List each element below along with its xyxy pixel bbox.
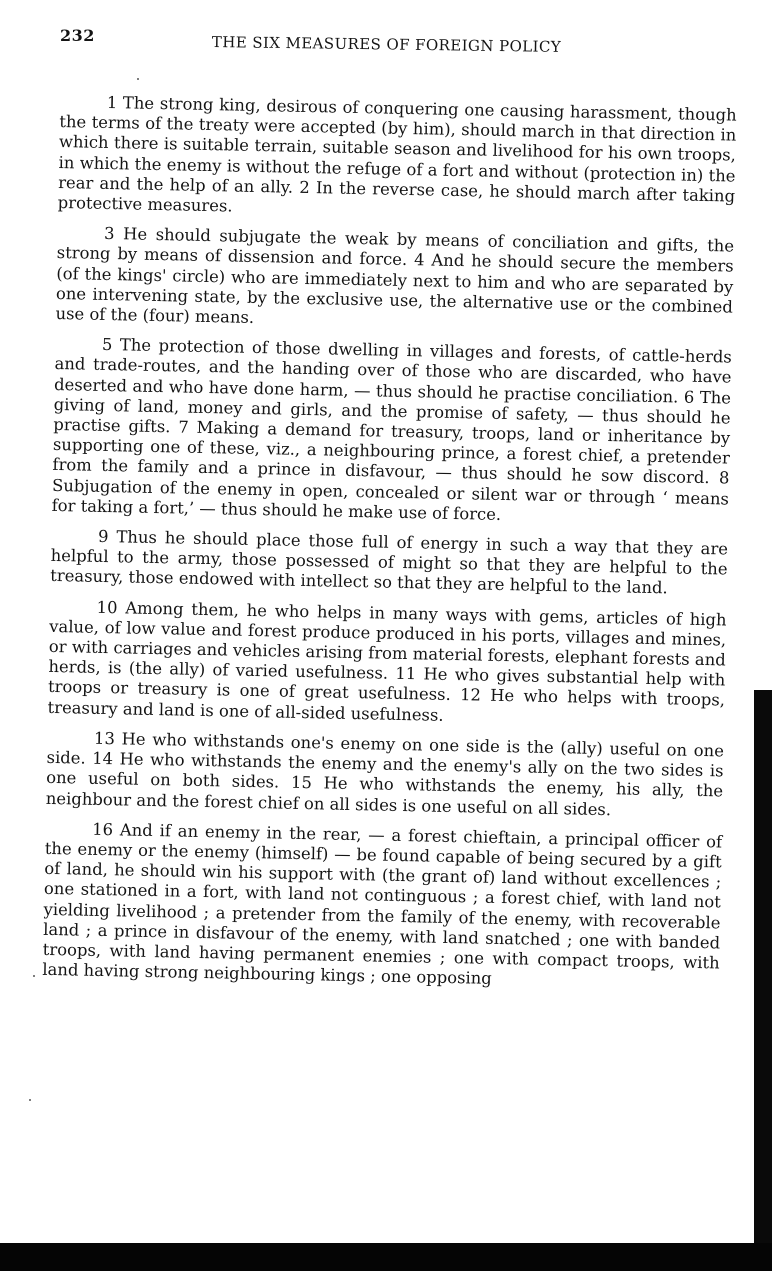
page-number: 232 [60, 26, 95, 45]
paragraph-13: 13 He who withstands one's enemy on one side is the (ally) useful on one side. 14 He who withstands the enemy and the enemy's ally on the two sides is one useful on both sides. 15 He who withstands the enemy, his ally, the neighbour and the forest chief on all sides is one useful on all sides. [45, 728, 725, 819]
paragraph-9: 9 Thus he should place those full of energy in such a way that they are helpful to the army, those possessed of might so that they are helpful to the treasury, those endowed with intellect so that they are helpful to the land. [50, 526, 729, 598]
running-head: THE SIX MEASURES OF FOREIGN POLICY [211, 33, 562, 56]
scan-edge-shadow [754, 690, 772, 1243]
paragraph-5: 5 The protection of those dwelling in villages and forests, of cattle-herds and trade-routes, and the handing over of those who are discarded, who have deserted and who have done harm, — thus should he practise conciliation. 6 The giving of land, money and girls, and the promise of safety, — thus should he practise gifts. 7 Making a demand for treasury, troops, land or inheritance by supporting one of these, viz., a neighbouring prince, a forest chief, a pretender from the family and a prince in disfavour, — thus should he sow discord. 8 Subjugation of the enemy in open, concealed or silent war or through ‘ means for taking a fort,’ — thus should he make use of force. [51, 335, 733, 524]
scan-bottom-border [0, 1243, 772, 1271]
paragraph-16: 16 And if an enemy in the rear, — a forest chieftain, a principal officer of the enemy or the enemy (himself) — be found capable of being secured by a gift of land, he should win his support with (the grant of) land without excellences ; one stationed in a fort, with land not continguous ; a forest chief, with land not yielding livelihood ; a pretender from the family of the enemy, with recoverable land ; a prince in disfavour of the enemy, with land snatched ; one with banded troops, with land having permanent enemies ; one with compact troops, with land having strong neighbouring kings ; one opposing [42, 819, 723, 988]
paragraph-10: 10 Among them, he who helps in many ways with gems, articles of high value, of low value and forest produce produced in his ports, villages and mines, or with carriages and vehicles arising from material forests, elephant forests and herds, is (the ally) of varied usefulness. 11 He who gives substantial help with troops or treasury is one of great usefulness. 12 He who helps with troops, treasury and land is one of all-sided usefulness. [47, 597, 727, 725]
paragraph-1: 1 The strong king, desirous of conquering one causing harassment, though the terms of the treaty were accepted (by him), should march in that direction in which there is suitable terrain, suitable season and livelihood for his own troops, in which the enemy is without the refuge of a fort and without (protection in) the rear and the help of an ally. 2 In the reverse case, he should march after taking protective measures. [57, 92, 737, 216]
body-text [42, 92, 737, 1004]
scan-speck [29, 1099, 31, 1101]
scan-speck [33, 975, 35, 977]
scan-speck [137, 78, 139, 80]
paragraph-3: 3 He should subjugate the weak by means of conciliation and gifts, the strong by means of dissension and force. 4 And he should secure the members (of the kings' circle) who are immediately next to him and who are separated by one intervening state, by the exclusive use, the alternative use or the combined use of the (four) means. [55, 224, 735, 327]
